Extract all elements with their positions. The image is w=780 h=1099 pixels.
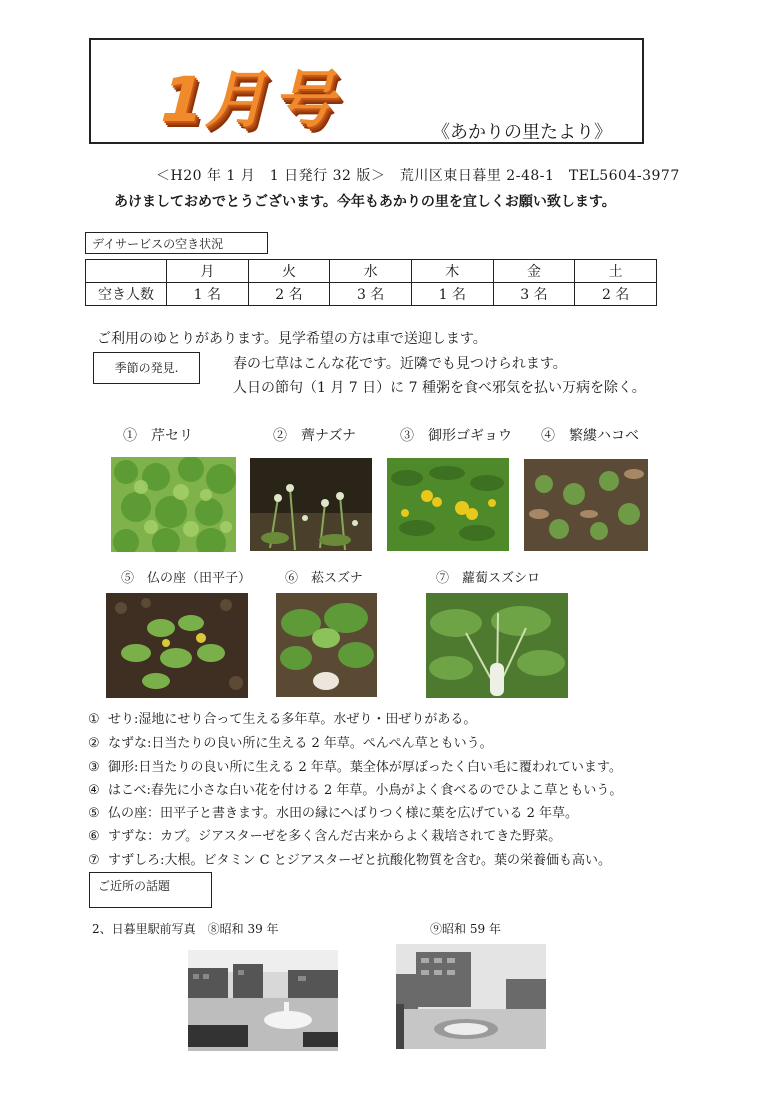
day-cell: 金 xyxy=(493,260,575,283)
description-text: せり:湿地にせり合って生える多年草。水ぜり・田ぜりがある。 xyxy=(108,712,477,727)
description-text: すずな：カブ。ジアスターゼを多く含んだ古来からよく栽培されてきた野菜。 xyxy=(108,829,562,844)
count-cell: 2 名 xyxy=(575,283,657,306)
station-photo-1964 xyxy=(188,950,338,1051)
newsletter-subtitle: 《あかりの里たより》 xyxy=(432,122,612,143)
table-corner-cell xyxy=(86,260,167,283)
availability-table xyxy=(85,259,657,306)
herb-caption-gogyou: ③ 御形ゴギョウ xyxy=(400,428,512,444)
description-line xyxy=(88,708,476,727)
description-line xyxy=(88,779,622,798)
description-number: ④ xyxy=(88,783,100,798)
station-photo-1984 xyxy=(396,944,546,1049)
day-cell: 水 xyxy=(330,260,412,283)
herb-caption-suzuna: ⑥ 菘スズナ xyxy=(285,571,363,586)
herb-caption-nazuna: ② 薺ナズナ xyxy=(273,428,357,444)
description-line xyxy=(88,802,578,821)
hotokenoza-photo xyxy=(106,593,248,698)
description-number: ⑦ xyxy=(88,853,100,868)
herb-caption-seri: ① 芹セリ xyxy=(123,428,193,444)
row-label-cell: 空き人数 xyxy=(86,283,167,306)
suzuna-photo xyxy=(276,593,377,697)
description-text: すずしろ:大根。ビタミン C とジアスターゼと抗酸化物質を含む。葉の栄養価も高い。 xyxy=(108,853,611,868)
count-cell: 1 名 xyxy=(411,283,493,306)
availability-note: ご利用のゆとりがあります。見学希望の方は車で送迎します。 xyxy=(97,331,487,347)
description-number: ① xyxy=(88,712,100,727)
description-text: 御形:日当たりの良い所に生える 2 年草。葉全体が厚ぼったく白い毛に覆われています。 xyxy=(108,760,622,775)
description-number: ③ xyxy=(88,760,100,775)
day-cell: 月 xyxy=(167,260,249,283)
season-line-2: 人日の節句（1 月 7 日）に 7 種粥を食べ邪気を払い万病を除く。 xyxy=(233,380,646,396)
season-line-1: 春の七草はこんな花です。近隣でも見つけられます。 xyxy=(233,356,567,372)
count-cell: 1 名 xyxy=(167,283,249,306)
description-text: 仏の座：田平子と書きます。水田の縁にへばりつく様に葉を広げている 2 年草。 xyxy=(108,806,578,821)
table-row xyxy=(86,283,657,306)
description-number: ⑤ xyxy=(88,806,100,821)
day-cell: 土 xyxy=(575,260,657,283)
nazuna-photo xyxy=(250,458,372,551)
station-caption-1964: 2、日暮里駅前写真 ⑧昭和 39 年 xyxy=(92,922,279,936)
description-number: ② xyxy=(88,736,100,751)
herb-caption-hotokenoza: ⑤ 仏の座（田平子） xyxy=(121,571,252,586)
new-year-greeting: あけましておめでとうございます。今年もあかりの里を宜しくお願い致します。 xyxy=(114,194,616,210)
count-cell: 3 名 xyxy=(493,283,575,306)
description-line xyxy=(88,849,611,868)
gogyou-photo xyxy=(387,458,509,551)
count-cell: 2 名 xyxy=(248,283,330,306)
description-number: ⑥ xyxy=(88,829,100,844)
availability-label: デイサービスの空き状況 xyxy=(85,232,268,254)
herb-caption-suzushiro: ⑦ 蘿蔔スズシロ xyxy=(436,571,541,586)
herb-caption-hakobe: ④ 繁縷ハコベ xyxy=(541,428,639,444)
issue-info-line: ＜H20 年 1 月 1 日発行 32 版＞ 荒川区東日暮里 2-48-1 TEL5604-3977 xyxy=(156,168,680,184)
hakobe-photo xyxy=(524,459,648,551)
count-cell: 3 名 xyxy=(330,283,412,306)
issue-title: 1月号 xyxy=(151,63,355,136)
day-cell: 火 xyxy=(248,260,330,283)
description-line xyxy=(88,756,622,775)
neighborhood-label: ご近所の話題 xyxy=(89,872,212,908)
description-text: なずな:日当たりの良い所に生える 2 年草。ぺんぺん草ともいう。 xyxy=(108,736,493,751)
season-label: 季節の発見. xyxy=(93,352,200,384)
suzushiro-photo xyxy=(426,593,568,698)
description-line xyxy=(88,732,493,751)
table-header-row xyxy=(86,260,657,283)
station-caption-1984: ⑨昭和 59 年 xyxy=(430,922,501,936)
day-cell: 木 xyxy=(411,260,493,283)
seri-photo xyxy=(111,457,236,552)
description-text: はこべ:春先に小さな白い花を付ける 2 年草。小鳥がよく食べるのでひよこ草ともいう。 xyxy=(108,783,623,798)
description-line xyxy=(88,825,561,844)
